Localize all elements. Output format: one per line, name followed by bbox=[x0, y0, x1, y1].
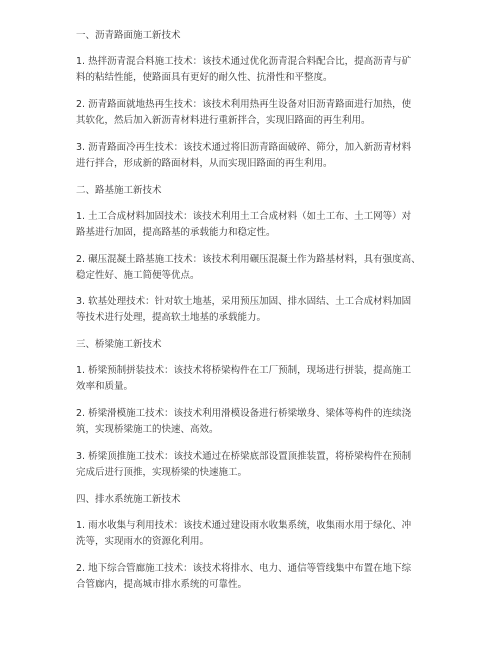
paragraph bbox=[76, 56, 436, 88]
paragraph-line: 1. 热拌沥青混合料施工技术：该技术通过优化沥青混合料配合比，提高沥青与矿 bbox=[76, 56, 412, 67]
paragraph-line: 3. 软基处理技术：针对软土地基，采用预压加固、排水固结、土工合成材料加固 bbox=[76, 296, 412, 307]
paragraph-line: 1. 土工合成材料加固技术：该技术利用土工合成材料（如土工布、土工网等）对 bbox=[76, 211, 412, 222]
section-heading: 一、沥青路面施工新技术 bbox=[76, 30, 181, 41]
paragraph-line: 进行拌合，形成新的路面材料，从而实现旧路面的再生利用。 bbox=[76, 158, 333, 169]
paragraph bbox=[76, 520, 436, 552]
section-heading: 二、路基施工新技术 bbox=[76, 185, 162, 196]
paragraph-line: 3. 沥青路面冷再生技术：该技术通过将旧沥青路面破碎、筛分，加入新沥青材料 bbox=[76, 142, 412, 153]
paragraph-line: 稳定性好、施工简便等优点。 bbox=[76, 270, 200, 281]
paragraph-line: 2. 地下综合管廊施工技术：该技术将排水、电力、通信等管线集中布置在地下综 bbox=[76, 563, 412, 574]
paragraph bbox=[76, 451, 436, 483]
paragraph bbox=[76, 211, 436, 243]
section-heading: 三、桥梁施工新技术 bbox=[76, 339, 162, 350]
paragraph-line: 等技术进行处理，提高软土地基的承载能力。 bbox=[76, 312, 267, 323]
paragraph bbox=[76, 254, 436, 286]
paragraph-line: 路基进行加固，提高路基的承载能力和稳定性。 bbox=[76, 227, 276, 238]
paragraph-line: 料的粘结性能，使路面具有更好的耐久性、抗滑性和平整度。 bbox=[76, 72, 333, 83]
paragraph bbox=[76, 563, 436, 595]
paragraph-line: 3. 桥梁顶推施工技术：该技术通过在桥梁底部设置顶推装置，将桥梁构件在预制 bbox=[76, 451, 412, 462]
paragraph bbox=[76, 408, 436, 440]
paragraph bbox=[76, 99, 436, 131]
paragraph-line: 筑，实现桥梁施工的快速、高效。 bbox=[76, 424, 219, 435]
paragraph bbox=[76, 365, 436, 397]
paragraph-line: 其软化，然后加入新沥青材料进行重新拌合，实现旧路面的再生利用。 bbox=[76, 115, 371, 126]
paragraph-line: 2. 碾压混凝土路基施工技术：该技术利用碾压混凝土作为路基材料，具有强度高、 bbox=[76, 254, 421, 265]
paragraph bbox=[76, 296, 436, 328]
paragraph bbox=[76, 142, 436, 174]
paragraph-line: 效率和质量。 bbox=[76, 381, 134, 392]
paragraph-line: 完成后进行顶推，实现桥梁的快速施工。 bbox=[76, 467, 248, 478]
paragraph-line: 1. 雨水收集与利用技术：该技术通过建设雨水收集系统，收集雨水用于绿化、冲 bbox=[76, 520, 412, 531]
paragraph-line: 2. 桥梁滑模施工技术：该技术利用滑模设备进行桥梁墩身、梁体等构件的连续浇 bbox=[76, 408, 412, 419]
paragraph-line: 洗等，实现雨水的资源化利用。 bbox=[76, 536, 210, 547]
paragraph-line: 1. 桥梁预制拼装技术：该技术将桥梁构件在工厂预制，现场进行拼装，提高施工 bbox=[76, 365, 412, 376]
paragraph-line: 合管廊内，提高城市排水系统的可靠性。 bbox=[76, 579, 248, 590]
paragraph-line: 2. 沥青路面就地热再生技术：该技术利用热再生设备对旧沥青路面进行加热，使 bbox=[76, 99, 412, 110]
section-heading: 四、排水系统施工新技术 bbox=[76, 494, 181, 505]
